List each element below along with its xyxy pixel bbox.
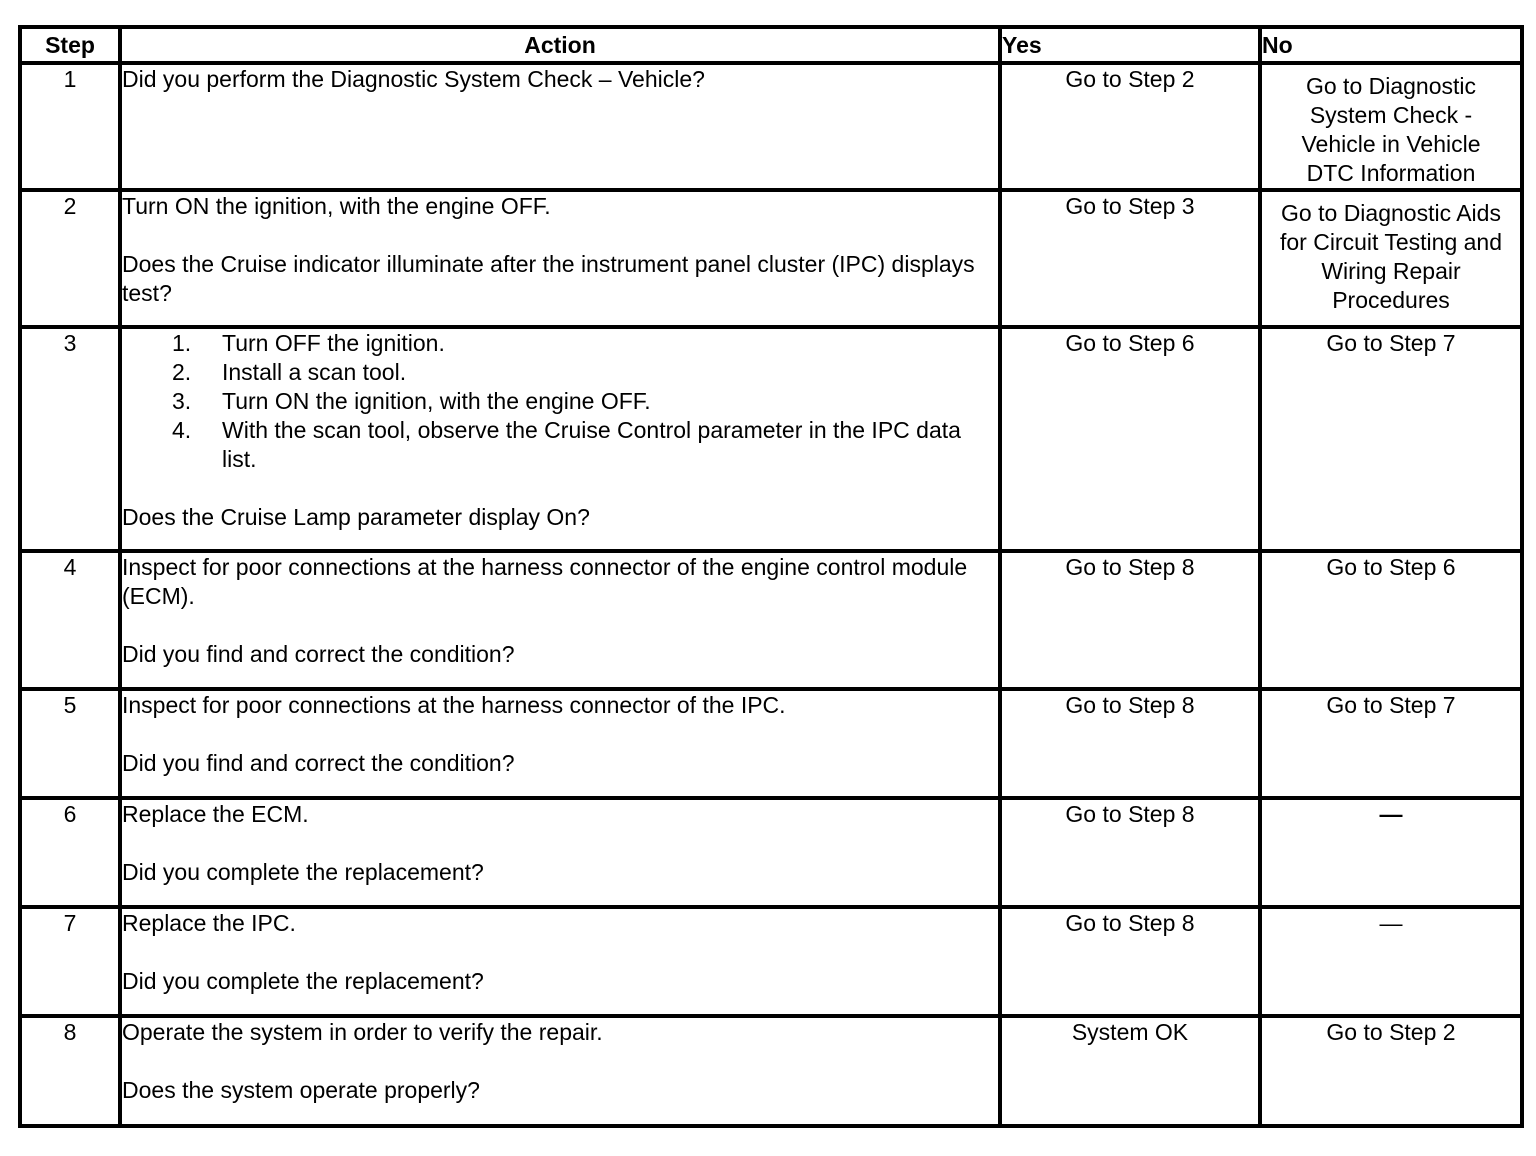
step-number: 3 [20,327,120,551]
action-cell [120,798,1000,907]
no-cell: Go to Step 7 [1260,689,1522,798]
action-question: Does the Cruise Lamp parameter display On? [122,504,590,530]
table-row [20,327,1522,551]
no-line: Procedures [1332,287,1450,313]
header-row [20,27,1522,63]
no-cell: Go to Step 2 [1260,1016,1522,1126]
yes-cell: Go to Step 2 [1000,63,1260,190]
no-cell [1260,798,1522,907]
action-cell [120,551,1000,689]
no-line: for Circuit Testing and [1279,229,1502,255]
action-text: Did you perform the Diagnostic System Check – Vehicle? [122,66,705,92]
diagnostic-table [18,25,1524,1128]
no-cell [1260,190,1522,327]
action-cell [120,63,1000,190]
table-row [20,689,1522,798]
table-row [20,907,1522,1016]
header-yes: Yes [1000,27,1260,63]
action-text: Inspect for poor connections at the harness connector of the IPC. [122,692,786,718]
step-number: 7 [20,907,120,1016]
no-cell [1260,63,1522,190]
step-number: 6 [20,798,120,907]
not-applicable-dash: — [1379,910,1403,936]
header-no: No [1260,27,1522,63]
action-text: Replace the ECM. [122,801,309,827]
step-number: 5 [20,689,120,798]
step-number: 1 [20,63,120,190]
no-line: DTC Information [1306,160,1476,186]
header-step: Step [20,27,120,63]
action-cell [120,1016,1000,1126]
action-text: Inspect for poor connections at the harness connector of the engine control module (ECM). [122,554,968,609]
no-line: Wiring Repair [1321,258,1461,284]
substep-number: 1. [172,330,192,356]
table-row [20,1016,1522,1126]
action-question: Did you find and correct the condition? [122,750,515,776]
yes-cell: Go to Step 8 [1000,689,1260,798]
substep-text: Turn OFF the ignition. [222,330,445,356]
substep-number: 2. [172,359,192,385]
substep-text: With the scan tool, observe the Cruise Control parameter in the IPC data list. [222,417,961,472]
action-cell [120,190,1000,327]
substep-list [122,329,998,474]
action-question: Does the system operate properly? [122,1077,480,1103]
substep-item [172,358,998,387]
yes-cell: Go to Step 8 [1000,907,1260,1016]
substep-text: Turn ON the ignition, with the engine OFF. [222,388,651,414]
yes-cell: Go to Step 8 [1000,798,1260,907]
table-row [20,190,1522,327]
step-number: 2 [20,190,120,327]
yes-cell: Go to Step 8 [1000,551,1260,689]
action-question: Did you complete the replacement? [122,859,484,885]
no-line: System Check - [1309,102,1473,128]
action-cell [120,689,1000,798]
no-cell [1260,907,1522,1016]
action-text: Operate the system in order to verify the repair. [122,1019,603,1045]
table-row [20,63,1522,190]
yes-cell: Go to Step 6 [1000,327,1260,551]
action-question: Did you find and correct the condition? [122,641,515,667]
no-line: Go to Diagnostic Aids [1281,200,1501,226]
substep-item [172,416,998,474]
substep-number: 4. [172,417,192,443]
action-cell [120,327,1000,551]
step-number: 4 [20,551,120,689]
table-row [20,798,1522,907]
header-action: Action [120,27,1000,63]
yes-cell: Go to Step 3 [1000,190,1260,327]
action-text: Turn ON the ignition, with the engine OFF. [122,193,551,219]
action-question: Did you complete the replacement? [122,968,484,994]
no-line: Go to Diagnostic [1305,73,1477,99]
action-question: Does the Cruise indicator illuminate after the instrument panel cluster (IPC) displays test? [122,251,975,306]
yes-cell: System OK [1000,1016,1260,1126]
table-row [20,551,1522,689]
no-cell: Go to Step 6 [1260,551,1522,689]
not-applicable-dash: — [1379,801,1403,827]
action-cell [120,907,1000,1016]
no-cell: Go to Step 7 [1260,327,1522,551]
no-line: Vehicle in Vehicle [1301,131,1481,157]
action-text: Replace the IPC. [122,910,296,936]
step-number: 8 [20,1016,120,1126]
substep-item [172,329,998,358]
substep-number: 3. [172,388,192,414]
substep-text: Install a scan tool. [222,359,407,385]
substep-item [172,387,998,416]
